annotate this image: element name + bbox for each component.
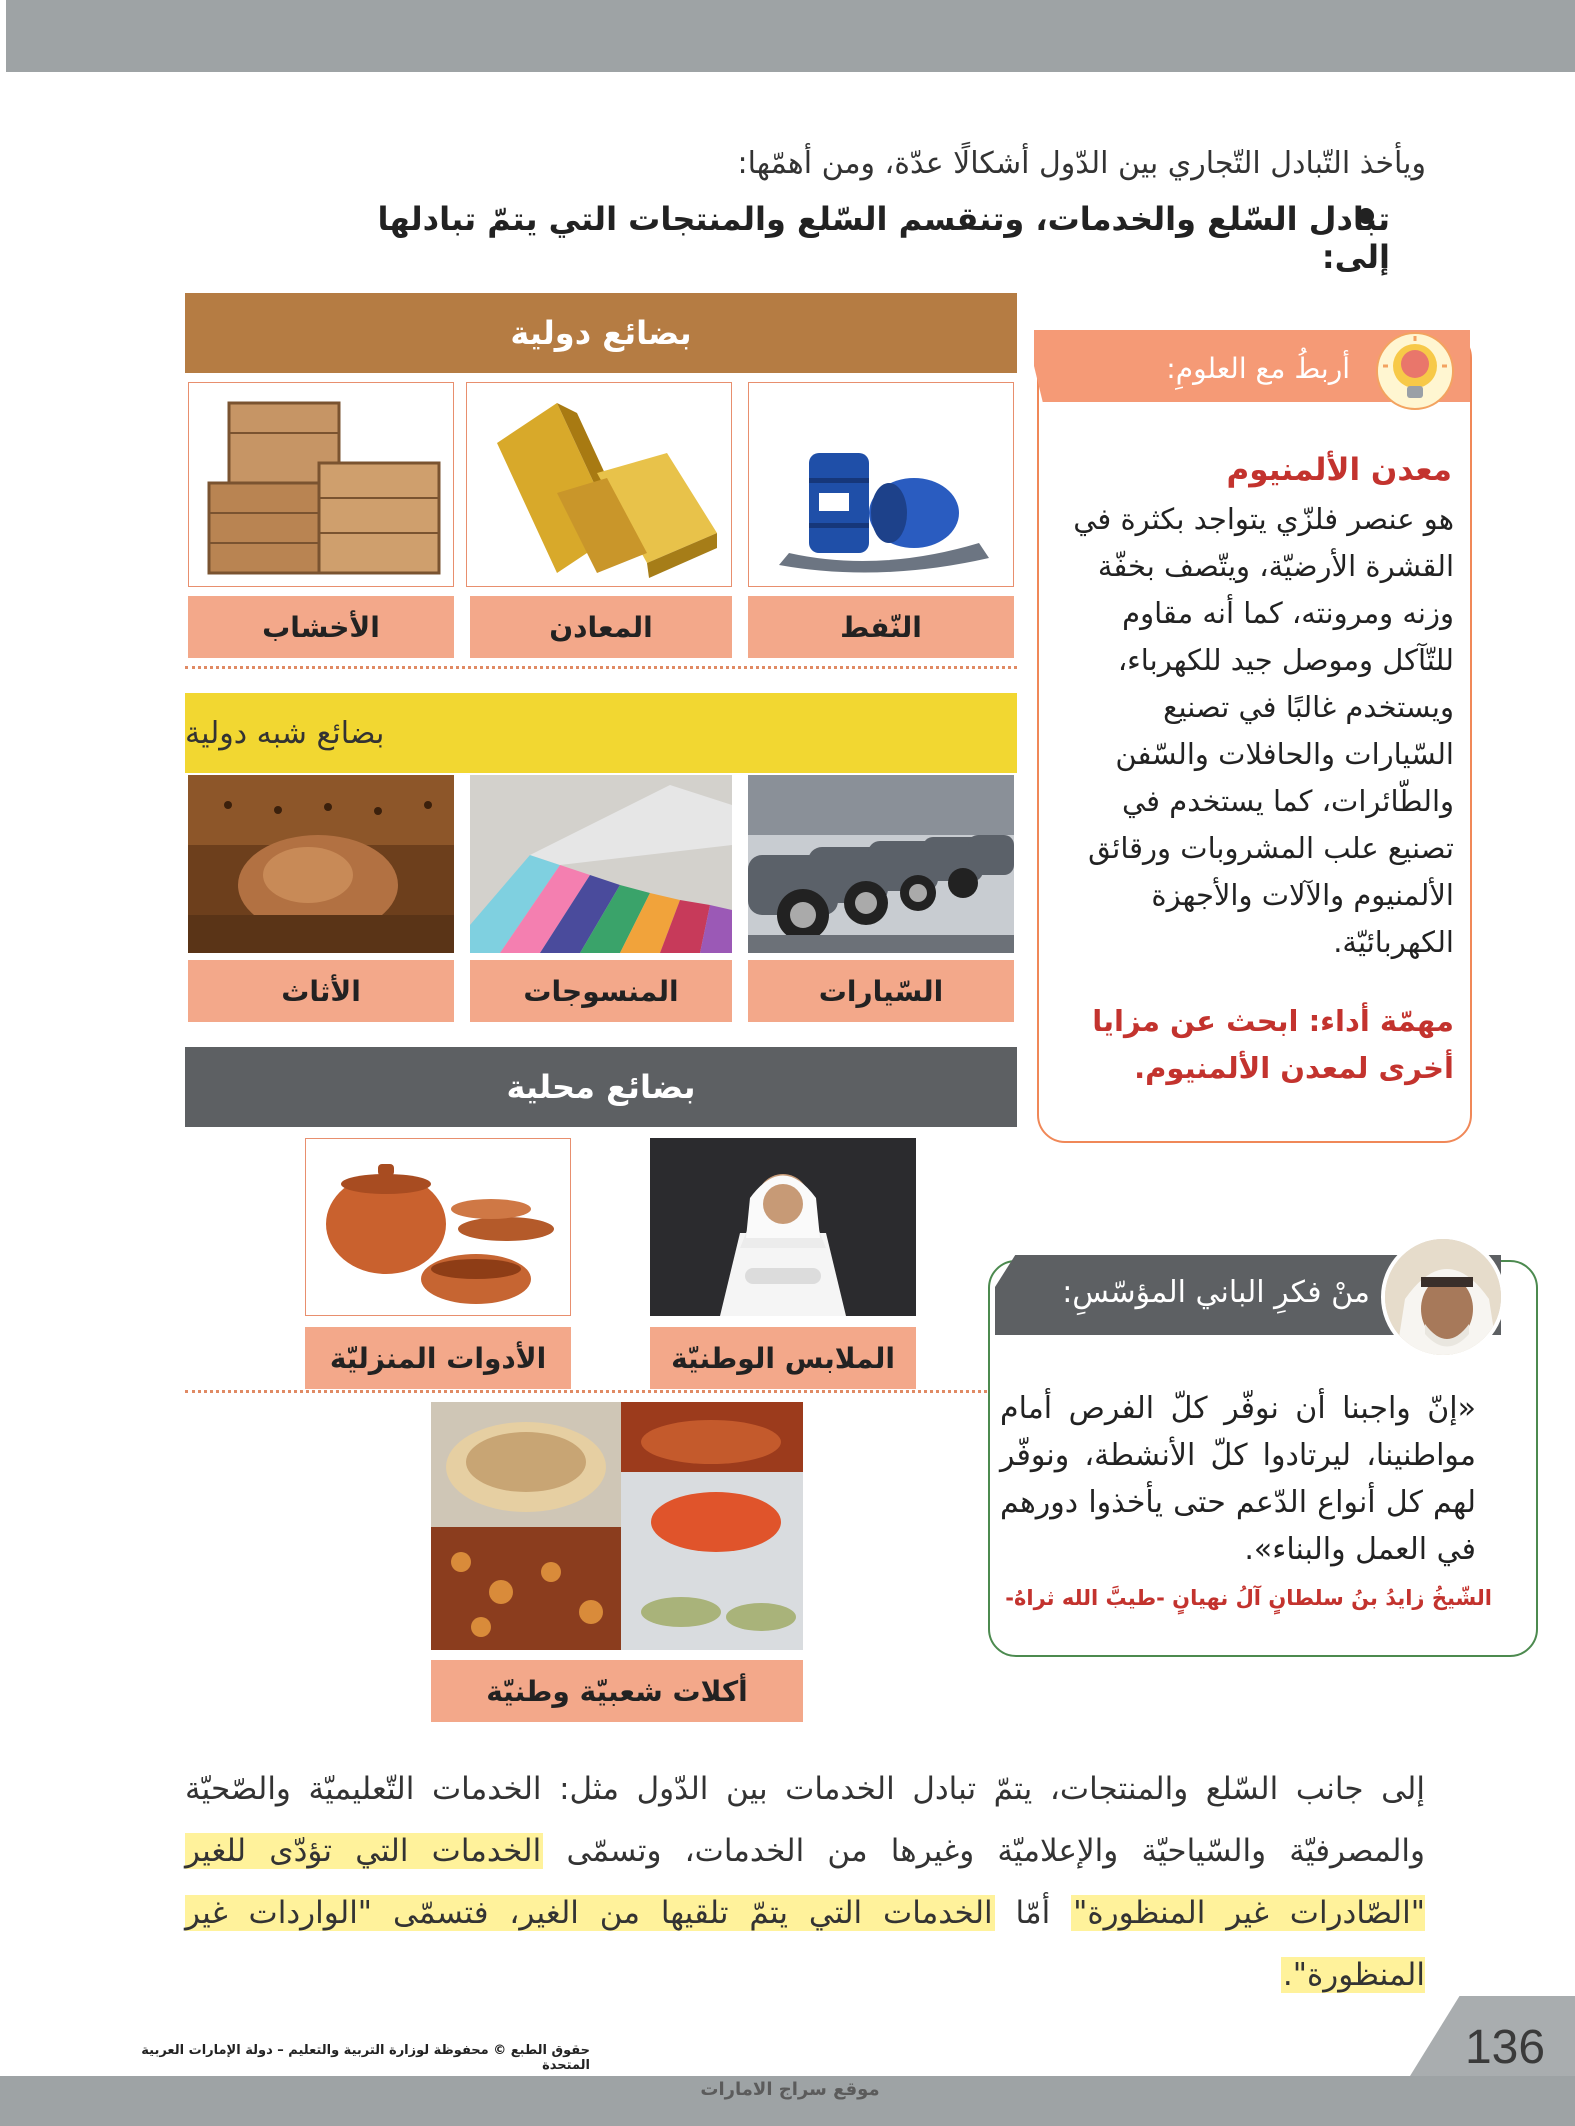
copyright: حقوق الطبع © محفوظة لوزارة التربية والتعليم – دولة الإمارات العربية المتحدة <box>141 2043 590 2073</box>
food-label: أكلات شعبيّة وطنيّة <box>431 1660 803 1722</box>
founder-box-header-text: منْ فكرِ الباني المؤسّسِ: <box>1062 1275 1370 1310</box>
cars-label: السّيارات <box>748 960 1014 1022</box>
wooden-crates-image <box>188 382 454 587</box>
furniture-label: الأثاث <box>188 960 454 1022</box>
food-image <box>431 1402 803 1650</box>
pottery-image <box>305 1138 571 1316</box>
wood-label: الأخشاب <box>188 596 454 658</box>
services-text-part2: أمّا <box>1015 1895 1051 1931</box>
founder-portrait <box>1381 1235 1505 1359</box>
international-goods-header: بضائع دولية <box>185 293 1017 373</box>
founder-quote: «إنّ واجبنا أن نوفّر كلّ الفرص أمام مواطنينا، ليرتادوا كلّ الأنشطة، ونوفّر لهم كل أنواع الدّعم حتى يأخذوا دورهم في العمل والبناء». <box>1000 1391 1476 1567</box>
cars-image <box>748 775 1014 953</box>
science-box-header-text: أربطُ مع العلومِ: <box>1166 352 1350 385</box>
oil-barrels-image <box>748 382 1014 587</box>
local-goods-header: بضائع محلية <box>185 1047 1017 1127</box>
intro-text: ويأخذ التّبادل التّجاري بين الدّول أشكالًا عدّة، ومن أهمّها: <box>737 146 1426 181</box>
gold-bars-image <box>466 382 732 587</box>
national-dress-label: الملابس الوطنيّة <box>650 1327 916 1389</box>
lightbulb-brain-icon <box>1376 332 1454 410</box>
page-number: 136 <box>1464 2021 1546 2074</box>
performance-task: مهمّة أداء: ابحث عن مزايا أخرى لمعدن الألمنيوم. <box>1092 1004 1454 1085</box>
bullet-text: تبادل السّلع والخدمات، وتنقسم السّلع والمنتجات التي يتمّ تبادلها إلى: <box>377 200 1390 276</box>
services-paragraph <box>185 1758 1425 2006</box>
metals-label: المعادن <box>470 596 732 658</box>
oil-label: النّفط <box>748 596 1014 658</box>
pottery-label: الأدوات المنزليّة <box>305 1327 571 1389</box>
furniture-image <box>188 775 454 953</box>
founder-quote-source: الشّيخُ زايدُ بنُ سلطانٍ آلُ نهيانٍ -طيبَّ الله ثراهُ- <box>1005 1586 1492 1610</box>
top-bar <box>6 0 1575 72</box>
textiles-image <box>470 775 732 953</box>
services-text-part1: إلى جانب السّلع والمنتجات، يتمّ تبادل الخدمات بين الدّول مثل: الخدمات التّعليميّة والصّحيّة والمصرفيّة والسّياحيّة والإعلاميّة وغيرها من الخدمات، وتسمّى <box>185 1771 1425 1869</box>
footer-site: موقع سراج الامارات <box>700 2079 880 2100</box>
aluminum-body: هو عنصر فلزّي يتواجد بكثرة في القشرة الأرضيّة، ويتّصف بخفّة وزنه ومرونته، كما أنه مقاوم للتّآكل وموصل جيد للكهرباء، ويستخدم غالبًا في تصنيع السّيارات والحافلات والسّفن والطّائرات، كما يستخدم في تصنيع علب المشروبات ورقائق الألمنيوم والآلات والأجهزة الكهربائيّة. <box>1073 502 1454 959</box>
semi-international-goods-header: بضائع شبه دولية <box>185 693 1017 773</box>
imports-highlight: الخدمات التي يتمّ تلقيها من الغير، فتسمّى "الواردات غير المنظورة". <box>185 1895 1425 1993</box>
national-dress-image <box>650 1138 916 1316</box>
aluminum-title: معدن الألمنيوم <box>1226 452 1452 488</box>
divider <box>185 1390 1017 1393</box>
exports-highlight: الخدمات التي تؤدّى للغير "الصّادرات غير المنظورة" <box>185 1833 1425 1931</box>
divider <box>185 666 1017 669</box>
textiles-label: المنسوجات <box>470 960 732 1022</box>
